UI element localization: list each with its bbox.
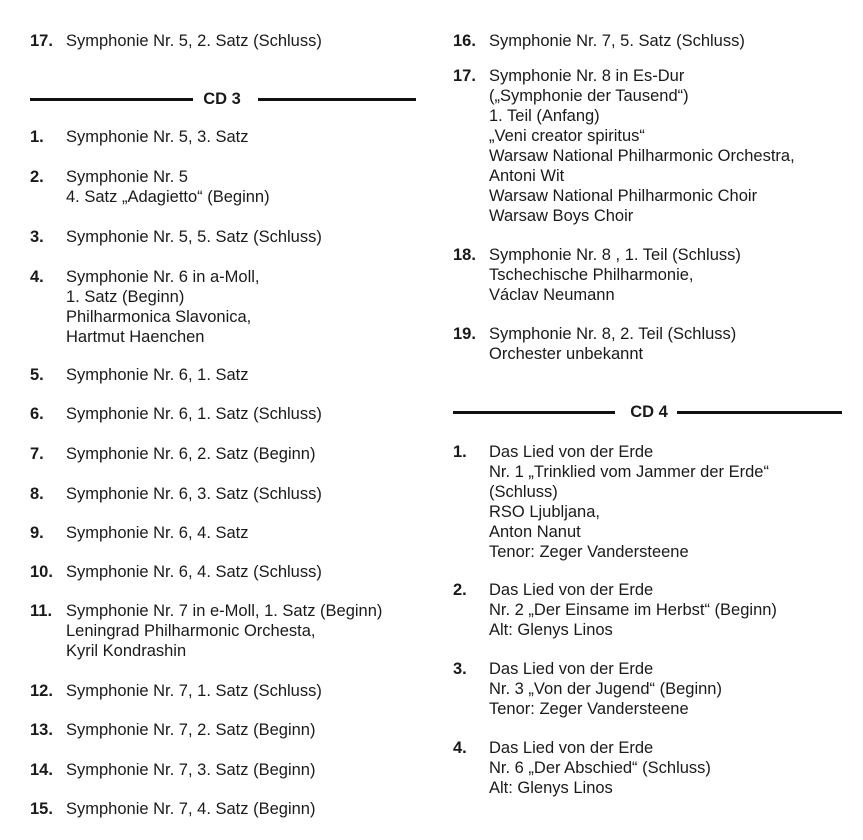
track-number: 3. <box>30 228 44 246</box>
track-number: 18. <box>453 246 476 264</box>
track-description <box>66 31 322 51</box>
track-item <box>30 267 260 347</box>
track-line: („Symphonie der Tausend“) <box>489 87 689 105</box>
track-line: Hartmut Haenchen <box>66 328 205 346</box>
track-line: Symphonie Nr. 6, 4. Satz (Schluss) <box>66 563 322 581</box>
track-description <box>66 681 322 701</box>
track-item <box>453 245 741 305</box>
track-item <box>453 738 711 798</box>
track-line: Symphonie Nr. 5, 3. Satz <box>66 128 249 146</box>
header-rule-right <box>258 98 416 101</box>
track-description <box>66 267 260 347</box>
track-item <box>30 562 322 582</box>
header-rule-right <box>677 411 842 414</box>
track-item <box>453 659 722 719</box>
cd-label: CD 4 <box>630 403 668 421</box>
track-line: Symphonie Nr. 8 in Es-Dur <box>489 67 685 85</box>
track-line: Philharmonica Slavonica, <box>66 308 252 326</box>
track-number: 1. <box>453 443 467 461</box>
track-description <box>489 659 722 719</box>
track-item <box>30 760 315 780</box>
cd-label: CD 3 <box>203 90 241 108</box>
header-rule-left <box>453 411 615 414</box>
track-line: Symphonie Nr. 5, 2. Satz (Schluss) <box>66 32 322 50</box>
track-line: Symphonie Nr. 7, 1. Satz (Schluss) <box>66 682 322 700</box>
track-line: (Schluss) <box>489 483 558 501</box>
track-number: 2. <box>30 168 44 186</box>
track-line: 1. Satz (Beginn) <box>66 288 185 306</box>
track-number: 10. <box>30 563 53 581</box>
track-number: 6. <box>30 405 44 423</box>
track-line: Symphonie Nr. 8 , 1. Teil (Schluss) <box>489 246 741 264</box>
track-line: Symphonie Nr. 7, 5. Satz (Schluss) <box>489 32 745 50</box>
track-line: Nr. 1 „Trinklied vom Jammer der Erde“ <box>489 463 769 481</box>
track-number: 15. <box>30 800 53 818</box>
track-item <box>453 66 795 226</box>
track-line: 1. Teil (Anfang) <box>489 107 600 125</box>
track-line: Das Lied von der Erde <box>489 739 654 757</box>
track-line: Anton Nanut <box>489 523 581 541</box>
track-number: 14. <box>30 761 53 779</box>
track-number: 7. <box>30 445 44 463</box>
track-number: 19. <box>453 325 476 343</box>
track-description <box>489 738 711 798</box>
track-description <box>66 167 270 207</box>
track-number: 2. <box>453 581 467 599</box>
track-line: Warsaw National Philharmonic Orchestra, <box>489 147 795 165</box>
track-line: Nr. 6 „Der Abschied“ (Schluss) <box>489 759 711 777</box>
track-number: 8. <box>30 485 44 503</box>
track-line: Symphonie Nr. 7, 4. Satz (Beginn) <box>66 800 316 818</box>
track-item <box>30 681 322 701</box>
track-number: 1. <box>30 128 44 146</box>
track-description <box>489 324 736 364</box>
track-line: Symphonie Nr. 8, 2. Teil (Schluss) <box>489 325 737 343</box>
track-description <box>66 365 249 385</box>
track-description <box>66 127 249 147</box>
track-line: Leningrad Philharmonic Orchesta, <box>66 622 316 640</box>
track-item <box>30 720 315 740</box>
track-line: Václav Neumann <box>489 286 615 304</box>
track-line: Tschechische Philharmonie, <box>489 266 694 284</box>
track-description <box>66 601 382 661</box>
track-description <box>66 720 315 740</box>
track-item <box>30 227 322 247</box>
track-line: Nr. 2 „Der Einsame im Herbst“ (Beginn) <box>489 601 777 619</box>
track-item <box>453 31 745 51</box>
track-line: Symphonie Nr. 6, 3. Satz (Schluss) <box>66 485 322 503</box>
track-item <box>30 484 322 504</box>
track-line: 4. Satz „Adagietto“ (Beginn) <box>66 188 270 206</box>
track-description <box>489 580 777 640</box>
cd-header <box>0 402 863 422</box>
track-number: 17. <box>453 67 476 85</box>
track-number: 5. <box>30 366 44 384</box>
track-line: Das Lied von der Erde <box>489 581 654 599</box>
track-description <box>66 760 315 780</box>
track-item <box>453 580 777 640</box>
track-line: Symphonie Nr. 6, 1. Satz <box>66 366 249 384</box>
track-line: Symphonie Nr. 6, 1. Satz (Schluss) <box>66 405 322 423</box>
track-line: Symphonie Nr. 6 in a-Moll, <box>66 268 260 286</box>
track-description <box>66 484 322 504</box>
track-line: Das Lied von der Erde <box>489 660 654 678</box>
track-description <box>66 799 315 819</box>
track-line: Antoni Wit <box>489 167 565 185</box>
track-line: Warsaw National Philharmonic Choir <box>489 187 758 205</box>
track-item <box>30 601 382 661</box>
track-line: Symphonie Nr. 5 <box>66 168 188 186</box>
track-line: Das Lied von der Erde <box>489 443 654 461</box>
track-number: 11. <box>30 602 53 620</box>
track-description <box>489 31 745 51</box>
track-number: 17. <box>30 32 53 50</box>
track-item <box>30 167 270 207</box>
track-line: Alt: Glenys Linos <box>489 779 613 797</box>
track-description <box>489 245 741 305</box>
track-number: 3. <box>453 660 467 678</box>
track-line: Symphonie Nr. 7, 2. Satz (Beginn) <box>66 721 316 739</box>
track-description <box>66 562 322 582</box>
track-number: 4. <box>30 268 44 286</box>
track-line: Alt: Glenys Linos <box>489 621 613 639</box>
track-number: 4. <box>453 739 467 757</box>
track-line: Nr. 3 „Von der Jugend“ (Beginn) <box>489 680 722 698</box>
track-line: Kyril Kondrashin <box>66 642 187 660</box>
track-line: Symphonie Nr. 6, 4. Satz <box>66 524 249 542</box>
track-number: 9. <box>30 524 44 542</box>
track-description <box>66 227 322 247</box>
track-description <box>489 66 795 226</box>
track-line: Symphonie Nr. 7 in e-Moll, 1. Satz (Beginn) <box>66 602 383 620</box>
track-item <box>30 523 249 543</box>
track-number: 12. <box>30 682 53 700</box>
track-number: 13. <box>30 721 53 739</box>
track-description <box>66 523 249 543</box>
track-item <box>30 444 315 464</box>
header-rule-left <box>30 98 193 101</box>
track-line: RSO Ljubljana, <box>489 503 600 521</box>
track-item <box>30 799 315 819</box>
track-description <box>489 442 769 562</box>
track-description <box>66 444 315 464</box>
track-line: Symphonie Nr. 7, 3. Satz (Beginn) <box>66 761 316 779</box>
track-item <box>453 324 736 364</box>
track-item <box>30 365 249 385</box>
track-line: Orchester unbekannt <box>489 345 644 363</box>
track-line: Warsaw Boys Choir <box>489 207 634 225</box>
track-line: Tenor: Zeger Vandersteene <box>489 543 689 561</box>
track-number: 16. <box>453 32 476 50</box>
track-item <box>30 127 249 147</box>
track-item <box>453 442 769 562</box>
track-line: „Veni creator spiritus“ <box>489 127 645 145</box>
track-line: Tenor: Zeger Vandersteene <box>489 700 689 718</box>
track-line: Symphonie Nr. 6, 2. Satz (Beginn) <box>66 445 316 463</box>
track-line: Symphonie Nr. 5, 5. Satz (Schluss) <box>66 228 322 246</box>
track-item <box>30 31 322 51</box>
